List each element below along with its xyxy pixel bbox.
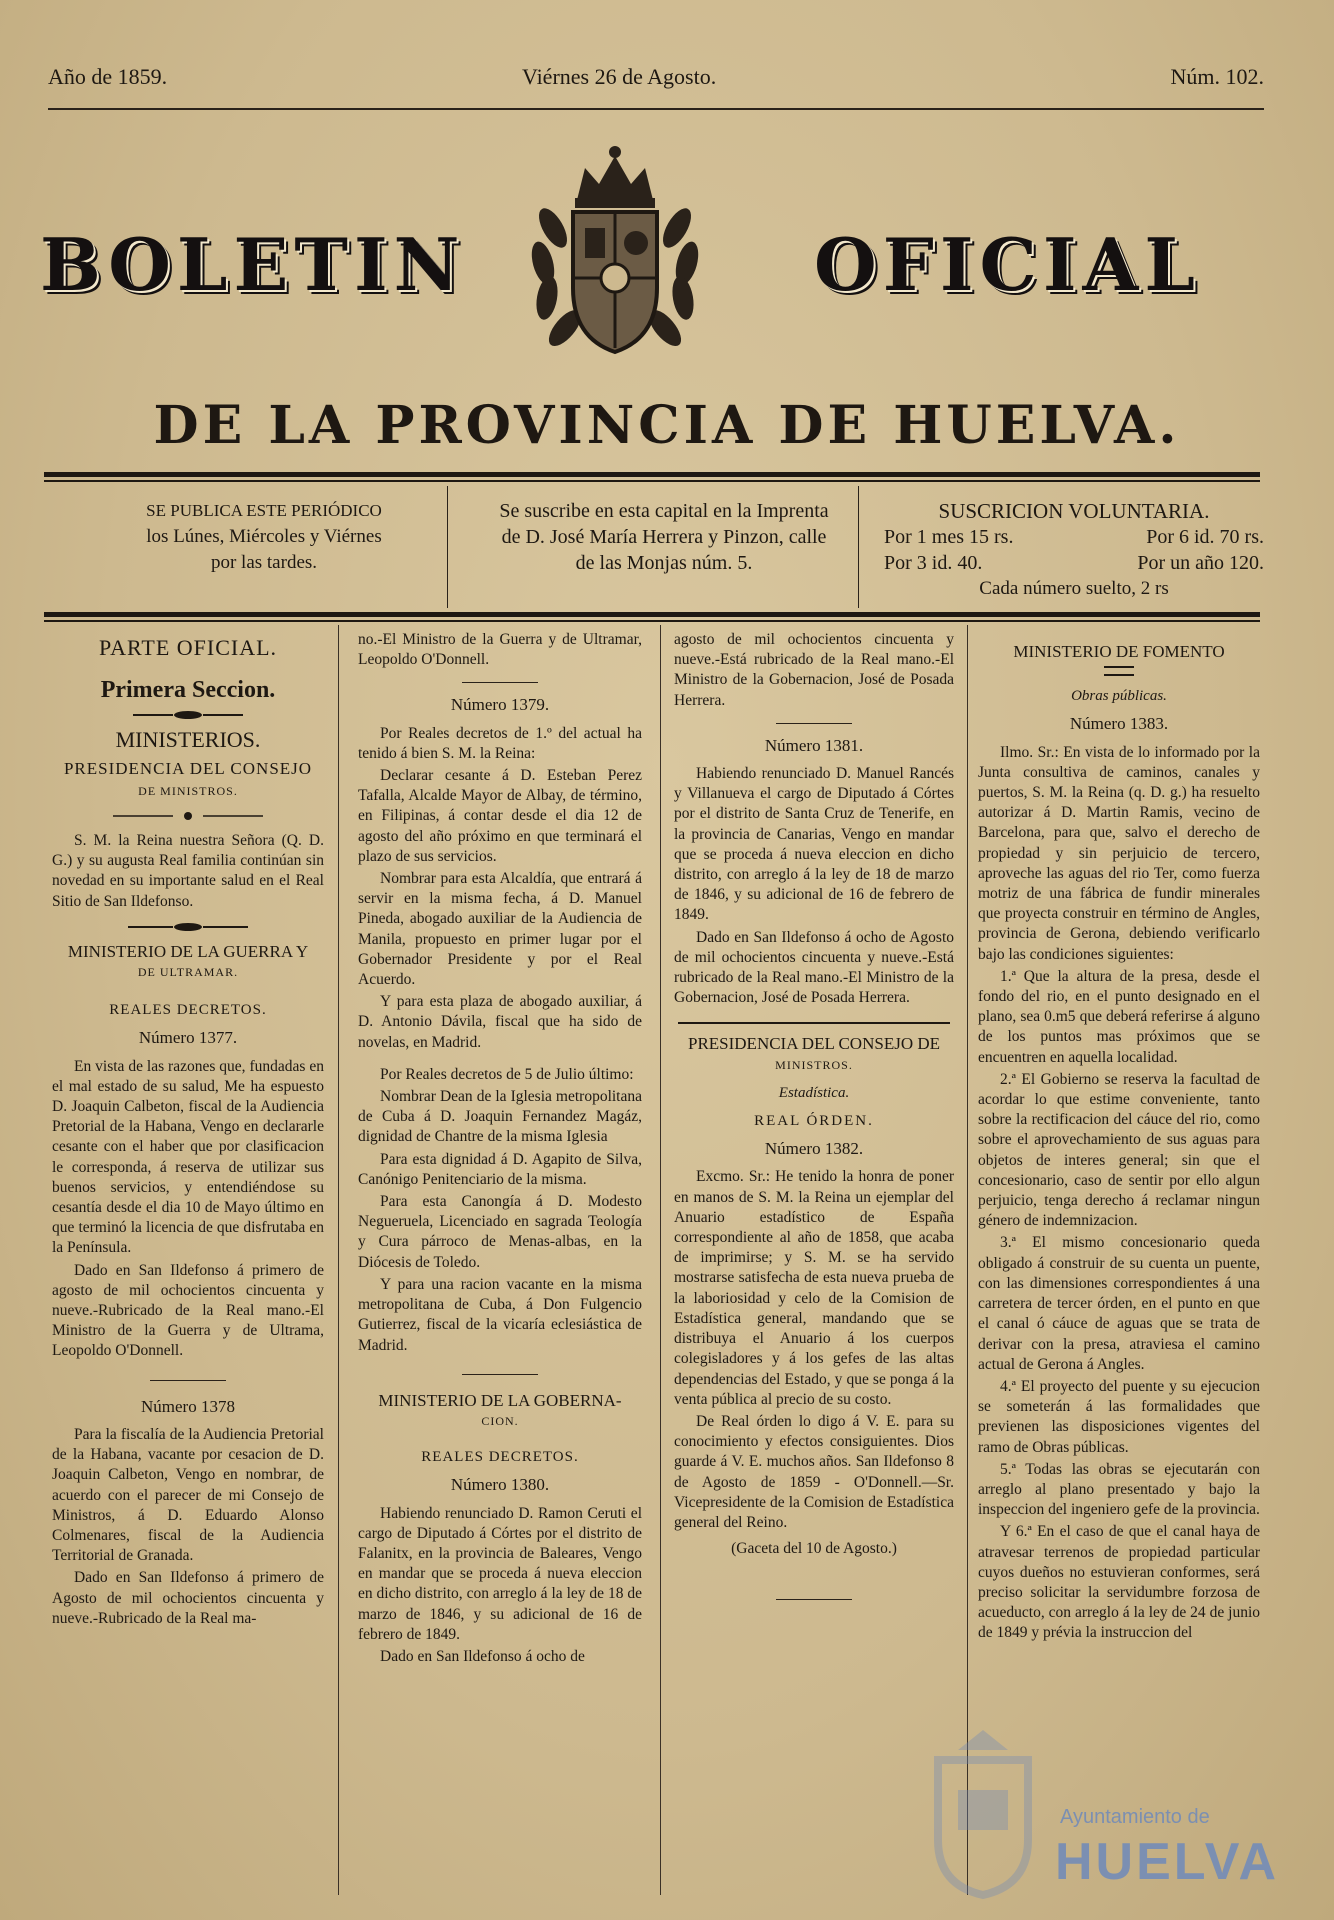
issue-date: Viérnes 26 de Agosto. — [522, 64, 717, 89]
paragraph: S. M. la Reina nuestra Señora (Q. D. G.) y su augusta Real familia continúan sin novedad en su importante salud en el Real Sitio de San Ildefonso. — [52, 832, 324, 910]
heading-fomento: MINISTERIO DE FOMENTO — [1013, 642, 1225, 661]
heading-presidencia: PRESIDENCIA DEL CONSEJO DE — [687, 1034, 941, 1054]
column-divider-3 — [967, 625, 968, 1895]
watermark-line-2: HUELVA — [1055, 1833, 1280, 1891]
short-rule — [462, 682, 538, 683]
publication-info — [44, 498, 1264, 610]
ornament-divider — [52, 922, 324, 932]
paragraph: Y para esta plaza de abogado auxiliar, á D. Antonio Dávila, fiscal que ha sido de novelas, en Madrid. — [358, 993, 642, 1051]
paragraph: De Real órden lo digo á V. E. para su conocimiento y efectos consiguientes. Dios guarde á V. E. muchos años. San Ildefonso 8 de Agosto de 1859 - O'Donnell.—Sr. Vicepresidente de la Comision de Estadística general del Reino. — [674, 1412, 954, 1531]
paragraph: Dado en San Ildefonso á ocho de — [380, 1647, 585, 1665]
column-3 — [674, 630, 954, 1612]
decree-number: Número 1380. — [450, 1475, 550, 1495]
ornament-divider — [52, 811, 324, 821]
section-primera-seccion: Primera Seccion. — [100, 677, 276, 704]
decree-number: Número 1377. — [138, 1028, 238, 1048]
heading-presidencia-sub: DE MINISTROS. — [138, 783, 238, 798]
paragraph: Habiendo renunciado D. Ramon Ceruti el cargo de Diputado á Córtes por el distrito de Falanitx, en la provincia de Baleares, Vengo en mandar que se proceda á nueva eleccion en dicho distrito, con arreglo á la ley de 18 de marzo de 1846, y su adicional de 16 de febrero de 1849. — [358, 1504, 642, 1643]
heading-gobernacion: MINISTERIO DE LA GOBERNA- — [378, 1390, 622, 1410]
paragraph: 3.ª El mismo concesionario queda obligado á construir de su cuenta un puente, con las dimensiones correspondientes á una carretera de tercer órden, en el punto en que el canal ó cáuce de aguas que se trata de derivar con la presa, atraviesa el camino actual de Gerona á Angles. — [978, 1234, 1260, 1373]
paragraph: Dado en San Ildefonso á primero de Agosto de mil ochocientos cincuenta y nueve.-Rubricado de la Real ma- — [52, 1569, 324, 1627]
paragraph: Y para una racion vacante en la misma metropolitana de Cuba, á Don Fulgencio Gutierrez, fiscal de la vicaría eclesiástica de Madrid. — [358, 1275, 642, 1354]
paragraph: 4.ª El proyecto del puente y su ejecucion se someterán á las formalidades que previenen las disposiciones vigentes del ramo de Obras públicas. — [978, 1377, 1260, 1456]
issue-number: Núm. 102. — [1170, 64, 1264, 89]
heading-presidencia: PRESIDENCIA DEL CONSEJO — [63, 758, 313, 778]
paragraph: En vista de las razones que, fundadas en el mal estado de su salud, Me ha espuesto D. Joaquin Calbeton, fiscal de la Audiencia Pretorial de la Habana, Vengo en declararle cesante con el haber que por clasificacion le corresponda, á reserva de utilizar sus buenos servicios, y entendiéndose su cesantía desde el dia 10 de Mayo último en que terminó la licencia de que disfrutaba en la Península. — [52, 1057, 324, 1257]
subscription-place: Se suscribe en esta capital en la Imprenta de D. José María Herrera y Pinzon, calle de las Monjas núm. 5. — [499, 500, 829, 574]
column-divider-1 — [338, 625, 339, 1895]
heading-obras-publicas: Obras públicas. — [1071, 688, 1167, 705]
paragraph: Habiendo renunciado D. Manuel Rancés y Villanueva el cargo de Diputado á Córtes por el distrito de Santa Cruz de Tenerife, en la provincia de Canarias, Vengo en mandar que se proceda á nueva eleccion en dicho distrito, con arreglo á la ley de 18 de marzo de 1846, y su adicional de 16 de febrero de 1849. — [674, 765, 954, 924]
paragraph: agosto de mil ochocientos cincuenta y nueve.-Está rubricado de la Real mano.-El Ministro de la Gobernacion, José de Posada Herrera. — [674, 631, 954, 709]
publication-schedule: SE PUBLICA ESTE PERIÓDICO los Lúnes, Miércoles y Viérnes por las tardes. — [146, 501, 382, 573]
info-double-rule — [44, 612, 1260, 622]
column-divider-2 — [660, 625, 661, 1895]
short-rule — [150, 1380, 226, 1381]
heading-reales-decretos: REALES DECRETOS. — [421, 1449, 579, 1466]
subscription-prices: SUSCRICION VOLUNTARIA. Por 1 mes 15 rs. Por 6 id. 70 rs. Por 3 id. 40. Por un año 120. Cada número suelto, 2 rs — [884, 499, 1264, 599]
short-rule — [776, 1599, 852, 1600]
paragraph: Para la fiscalía de la Audiencia Pretorial de la Habana, vacante por cesacion de D. Joaquin Calbeton, Vengo en nombrar, de acuerdo con el parecer de mi Consejo de Ministros, á D. Eduardo Alonso Colmenares, fiscal de la Audiencia Territorial de Granada. — [52, 1425, 324, 1565]
paragraph: 2.ª El Gobierno se reserva la facultad de acordar lo que estime conveniente, tanto sobre la rectificacion del cáuce del rio, como sobre el aprovechamiento de sus aguas para objetos de interes general; sin que el concesionario, caso de sentir por ello algun perjuicio, tenga derecho á reclamar ningun género de indemnizacion. — [978, 1070, 1260, 1230]
source-gaceta: (Gaceta del 10 de Agosto.) — [731, 1540, 897, 1558]
masthead-subtitle: DE LA PROVINCIA DE HUELVA. — [153, 395, 1181, 456]
paragraph: 1.ª Que la altura de la presa, desde el fondo del rio, en el punto designado en el plano, sea 0.m5 que deberá referirse á alguno de los puntos mas próximos que se encuentren en aquella localidad. — [978, 967, 1260, 1066]
section-rule — [678, 1022, 950, 1024]
paragraph: Por Reales decretos de 1.º del actual ha tenido á bien S. M. la Reina: — [358, 724, 642, 762]
heading-estadistica: Estadística. — [778, 1084, 850, 1101]
masthead-title-left: BOLETIN — [40, 222, 466, 307]
double-dash-divider — [1104, 666, 1134, 676]
paragraph: Nombrar para esta Alcaldía, que entrará á servir en la misma fecha, á D. Manuel Pineda, abogado auxiliar de la Audiencia de Manila, propuesto en primer lugar por el Gobernador Presidente y por el Real Acuerdo. — [358, 870, 642, 989]
watermark-line-1: Ayuntamiento de — [1060, 1806, 1210, 1828]
paragraph: Para esta Canongía á D. Modesto Negueruela, Licenciado en sagrada Teología y Cura párroco de Menas-albas, en la Diócesis de Toledo. — [358, 1193, 642, 1271]
paragraph: no.-El Ministro de la Guerra y de Ultramar, Leopoldo O'Donnell. — [358, 631, 642, 669]
paragraph: Declarar cesante á D. Esteban Perez Tafalla, Alcalde Mayor de Albay, de término, en Filipinas, á contar desde el dia 12 de agosto del año próximo en que terminará el plazo de sus servicios. — [358, 767, 642, 865]
paragraph: Dado en San Ildefonso á primero de agosto de mil ochocientos cincuenta y nueve.-Rubricado de la Real mano.-El Ministro de la Guerra y de Ultrama, Leopoldo O'Donnell. — [52, 1261, 324, 1360]
heading-reales-decretos: REALES DECRETOS. — [109, 1002, 267, 1019]
short-rule — [776, 723, 852, 724]
heading-real-orden: REAL ÓRDEN. — [754, 1113, 874, 1130]
heading-guerra-sub: DE ULTRAMAR. — [137, 965, 239, 980]
decree-number: Número 1379. — [450, 695, 550, 715]
paragraph: Dado en San Ildefonso á ocho de Agosto de mil ochocientos cincuenta y nueve.-Está rubricado de la Real mano.-El Ministro de la Gobernacion, José de Posada Herrera. — [674, 928, 954, 1007]
short-rule — [462, 1374, 538, 1375]
heading-ministerios: MINISTERIOS. — [115, 727, 261, 753]
heading-presidencia-sub: MINISTROS. — [775, 1057, 853, 1072]
masthead-title-right: OFICIAL — [814, 222, 1201, 307]
issue-year: Año de 1859. — [48, 64, 168, 89]
paragraph: Para esta dignidad á D. Agapito de Silva, Canónigo Penitenciario de la misma. — [358, 1150, 642, 1188]
column-1 — [52, 630, 324, 1631]
paragraph: Excmo. Sr.: He tenido la honra de poner en manos de S. M. la Reina un ejemplar del Anuario estadístico de España correspondiente al año de 1858, que acaba de imprimirse; y S. M. se ha servido mostrarse satisfecha de esta nueva prueba de la laboriosidad y celo de la Comision de Estadística general, mandando que se distribuya el Anuario á los cuerpos colegisladores y á los gefes de las altas dependencias del Estado, y que se ponga á la venta pública al precio de su costo. — [674, 1168, 954, 1408]
info-divider-2 — [858, 486, 859, 608]
ornament-divider — [52, 710, 324, 720]
decree-number: Número 1383. — [1069, 714, 1169, 734]
paragraph: Nombrar Dean de la Iglesia metropolitana de Cuba á D. Joaquin Fernandez Magáz, dignidad de Chantre de la misma Iglesia — [358, 1088, 642, 1146]
paragraph: Por Reales decretos de 5 de Julio último: — [380, 1065, 634, 1083]
masthead-double-rule — [44, 472, 1260, 482]
heading-gobernacion-sub: CION. — [481, 1413, 519, 1428]
decree-number: Número 1381. — [764, 735, 864, 755]
decree-number: Número 1378 — [141, 1396, 235, 1416]
issue-header — [48, 64, 1264, 108]
paragraph: Ilmo. Sr.: En vista de lo informado por la Junta consultiva de caminos, canales y puertos, S. M. la Reina (q. D. g.) ha resuelto autorizar á D. Martin Ramis, vecino de Barcelona, para que, salvo el derecho de propiedad y sin perjuicio de tercero, aproveche las aguas del rio Ter, como fuerza motriz de una fábrica de fundir minerales que proyecta construir en término de Angles, provincia de Gerona, debiendo verificarlo bajo las condiciones siguientes: — [978, 743, 1260, 963]
section-parte-oficial: PARTE OFICIAL. — [98, 635, 278, 660]
royal-coat-of-arms-icon — [495, 138, 735, 368]
info-divider-1 — [447, 486, 448, 608]
column-2 — [358, 630, 642, 1669]
heading-guerra: MINISTERIO DE LA GUERRA Y — [67, 941, 309, 961]
paragraph: Y 6.ª En el caso de que el canal haya de atravesar terrenos de propiedad particular cuyos dueños no estuvieran conformes, será preciso solicitar la servidumbre forzosa de acueducto, con arreglo á la ley de 24 de junio de 1849 y prévia la instruccion del — [978, 1523, 1260, 1642]
column-4 — [978, 630, 1260, 1646]
paragraph: 5.ª Todas las obras se ejecutarán con arreglo al plano presentado y bajo la inspeccion del ingeniero gefe de la provincia. — [978, 1460, 1260, 1519]
header-rule — [48, 108, 1264, 110]
decree-number: Número 1382. — [764, 1139, 864, 1159]
